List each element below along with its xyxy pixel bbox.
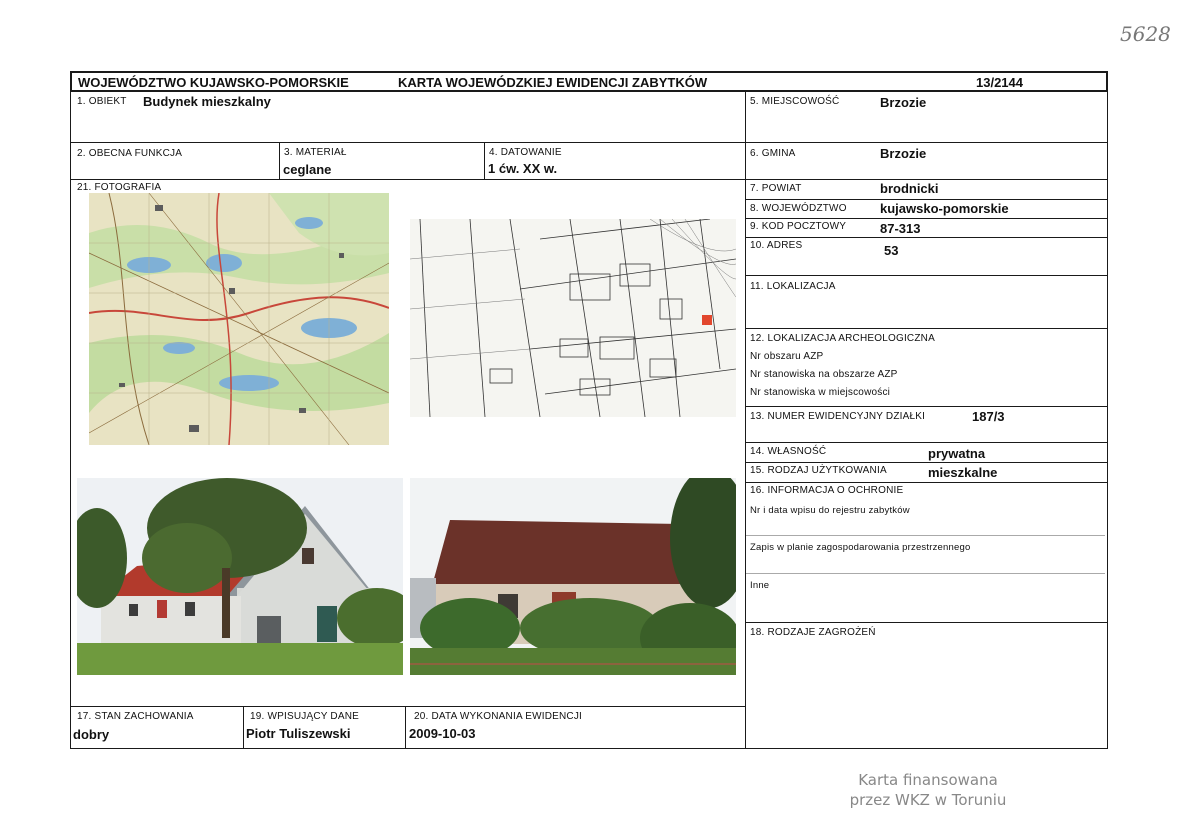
field-threats-label: 18. RODZAJE ZAGROŻEŃ — [750, 627, 876, 638]
field-dating-label: 4. DATOWANIE — [489, 147, 562, 158]
field-commune — [745, 142, 1108, 180]
field-address — [745, 237, 1108, 276]
field-postcode — [745, 218, 1108, 238]
field-locality — [745, 90, 1108, 143]
field-material-value: ceglane — [283, 162, 332, 177]
other-protection-line: Inne — [750, 580, 770, 591]
field-archaeo-label: 12. LOKALIZACJA ARCHEOLOGICZNA — [750, 333, 935, 344]
field-district-label: 7. POWIAT — [750, 183, 802, 194]
register-entry-line: Nr i data wpisu do rejestru zabytków — [750, 505, 910, 516]
field-locality-label: 5. MIEJSCOWOŚĆ — [750, 96, 840, 107]
azp-area-line: Nr obszaru AZP — [750, 351, 824, 362]
field-protection-label: 16. INFORMACJA O OCHRONIE — [750, 485, 904, 496]
field-parcel-value: 187/3 — [972, 409, 1005, 424]
field-location-label: 11. LOKALIZACJA — [750, 281, 836, 292]
house-photo-2 — [410, 478, 736, 675]
local-site-line: Nr stanowiska w miejscowości — [750, 387, 891, 398]
field-object-value: Budynek mieszkalny — [143, 94, 271, 109]
field-dating — [484, 142, 746, 180]
header-title: KARTA WOJEWÓDZKIEJ EWIDENCJI ZABYTKÓW — [398, 75, 708, 90]
field-protection — [745, 482, 1108, 623]
field-use-value: mieszkalne — [928, 465, 998, 480]
field-voivodeship-value: kujawsko-pomorskie — [880, 201, 1009, 216]
field-date — [405, 706, 746, 749]
handwritten-number: 5628 — [1120, 22, 1171, 46]
field-voivodeship — [745, 199, 1108, 219]
field-material-label: 3. MATERIAŁ — [284, 147, 347, 158]
field-material — [279, 142, 485, 180]
divider — [746, 535, 1105, 536]
field-author-label: 19. WPISUJĄCY DANE — [250, 711, 360, 722]
house-photo-1 — [77, 478, 403, 675]
field-address-value: 53 — [884, 243, 899, 258]
field-parcel — [745, 406, 1108, 443]
field-use-label: 15. RODZAJ UŻYTKOWANIA — [750, 465, 887, 476]
field-commune-label: 6. GMINA — [750, 148, 796, 159]
field-date-label: 20. DATA WYKONANIA EWIDENCJI — [414, 711, 583, 722]
field-district — [745, 179, 1108, 200]
field-use — [745, 462, 1108, 483]
field-condition-value: dobry — [73, 727, 110, 742]
field-date-value: 2009-10-03 — [409, 726, 476, 741]
field-ownership-label: 14. WŁASNOŚĆ — [750, 446, 827, 457]
field-postcode-label: 9. KOD POCZTOWY — [750, 221, 847, 232]
field-condition — [70, 706, 244, 749]
field-parcel-label: 13. NUMER EWIDENCYJNY DZIAŁKI — [750, 411, 926, 422]
field-object-label: 1. OBIEKT — [77, 96, 127, 107]
field-author-value: Piotr Tuliszewski — [246, 726, 351, 741]
field-ownership — [745, 442, 1108, 463]
divider — [746, 573, 1105, 574]
field-ownership-value: prywatna — [928, 446, 986, 461]
photos-label: 21. FOTOGRAFIA — [77, 182, 162, 193]
header-voivodeship: WOJEWÓDZTWO KUJAWSKO-POMORSKIE — [78, 75, 349, 90]
card-number: 13/2144 — [976, 75, 1023, 90]
field-dating-value: 1 ćw. XX w. — [488, 161, 558, 176]
field-locality-value: Brzozie — [880, 95, 927, 110]
field-voivodeship-label: 8. WOJEWÓDZTWO — [750, 203, 847, 214]
field-condition-label: 17. STAN ZACHOWANIA — [77, 711, 194, 722]
azp-site-line: Nr stanowiska na obszarze AZP — [750, 369, 898, 380]
funding-stamp-line-1: Karta finansowana — [858, 771, 998, 789]
field-archaeo — [745, 328, 1108, 407]
spatial-plan-line: Zapis w planie zagospodarowania przestrzennego — [750, 542, 971, 553]
card-header — [70, 71, 1108, 92]
field-postcode-value: 87-313 — [880, 221, 921, 236]
funding-stamp-line-2: przez WKZ w Toruniu — [849, 791, 1007, 809]
field-author — [243, 706, 406, 749]
field-address-label: 10. ADRES — [750, 240, 803, 251]
cadastral-map-image — [410, 219, 736, 417]
field-object — [70, 90, 746, 143]
topographic-map-image — [89, 193, 389, 445]
field-location — [745, 275, 1108, 329]
field-function-label: 2. OBECNA FUNKCJA — [77, 148, 183, 159]
field-function — [70, 142, 280, 180]
field-threats — [745, 622, 1108, 749]
funding-stamp — [838, 770, 1018, 810]
field-district-value: brodnicki — [880, 181, 939, 196]
field-commune-value: Brzozie — [880, 146, 927, 161]
